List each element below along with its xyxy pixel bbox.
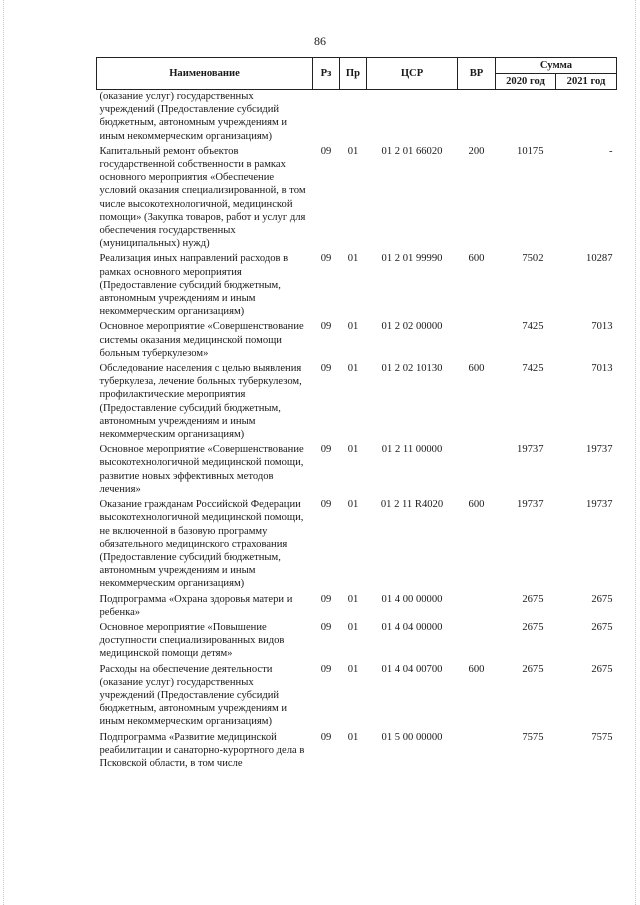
table-row [97, 320, 617, 362]
row-name: Основное мероприятие «Совершенствование системы оказания медицинской помощи больным туберкулезом» [99, 321, 304, 359]
row-name: (оказание услуг) государственных учреждений (Предоставление субсидий бюджетным, автономным учреждениям и иным некоммерческим организациям) [99, 91, 288, 142]
row-name: Подпрограмма «Развитие медицинской реабилитации и санаторно-курортного дела в Псковской области, в том числе [99, 731, 305, 769]
row-subsection: 01 [347, 145, 359, 157]
row-expense-type [458, 731, 496, 773]
row-target-article: 01 4 00 00000 [381, 593, 443, 605]
row-target-article: 01 2 11 00000 [381, 444, 443, 456]
row-expense-type [458, 593, 496, 621]
table-body [97, 90, 617, 773]
header-section: Рз [313, 58, 340, 90]
row-name: Реализация иных направлений расходов в рамках основного мероприятия (Предоставление субсидий бюджетным, автономным учреждениям и иным некоммерческим организациям) [99, 253, 289, 318]
row-subsection: 01 [347, 499, 359, 511]
row-amount-2020: 7502 [522, 253, 544, 265]
row-amount-2020 [496, 90, 556, 145]
row-name: Расходы на обеспечение деятельности (оказание услуг) государственных учреждений (Предоставление субсидий бюджетным, автономным учреждениям и иным некоммерческим организациям) [99, 663, 288, 728]
row-amount-2021 [556, 90, 617, 145]
header-year-2020: 2020 год [496, 74, 556, 90]
row-target-article: 01 5 00 00000 [381, 731, 443, 743]
budget-table [96, 57, 617, 772]
row-expense-type: 600 [468, 363, 485, 375]
row-subsection: 01 [347, 321, 359, 333]
row-amount-2021: 2675 [591, 621, 613, 633]
row-section: 09 [320, 253, 332, 265]
row-amount-2021: 7013 [591, 321, 613, 333]
row-section: 09 [320, 145, 332, 157]
row-expense-type: 600 [468, 663, 485, 675]
row-section: 09 [320, 621, 332, 633]
row-target-article: 01 2 02 10130 [381, 363, 443, 375]
row-target-article: 01 4 04 00000 [381, 621, 443, 633]
left-scan-edge [3, 0, 5, 905]
row-subsection [340, 90, 367, 145]
row-name: Основное мероприятие «Повышение доступности специализированных видов медицинской помощи детям» [99, 621, 285, 660]
row-amount-2021: - [608, 145, 613, 157]
row-amount-2021: 7013 [591, 363, 613, 375]
row-amount-2021: 19737 [586, 444, 613, 456]
header-subsection: Пр [340, 58, 367, 90]
table-row [97, 145, 617, 253]
row-amount-2020: 19737 [517, 444, 544, 456]
row-name: Подпрограмма «Охрана здоровья матери и ребенка» [99, 593, 293, 618]
header-target-article: ЦСР [367, 58, 458, 90]
header-amount: Сумма [496, 58, 617, 74]
row-expense-type: 600 [468, 253, 485, 265]
row-expense-type: 600 [468, 499, 485, 511]
row-target-article: 01 2 02 00000 [381, 321, 443, 333]
table-row [97, 593, 617, 621]
row-subsection: 01 [347, 731, 359, 743]
row-section: 09 [320, 363, 332, 375]
row-section: 09 [320, 444, 332, 456]
page-number: 86 [314, 34, 326, 48]
table-header [97, 58, 617, 90]
row-subsection: 01 [347, 593, 359, 605]
table-row [97, 443, 617, 498]
row-target-article: 01 2 01 99990 [381, 253, 443, 265]
row-target-article: 01 4 04 00700 [381, 663, 443, 675]
row-amount-2021: 2675 [591, 593, 613, 605]
row-subsection: 01 [347, 253, 359, 265]
row-section: 09 [320, 499, 332, 511]
row-section: 09 [320, 321, 332, 333]
row-section [313, 90, 340, 145]
row-amount-2020: 2675 [522, 593, 544, 605]
row-subsection: 01 [347, 363, 359, 375]
row-expense-type [458, 320, 496, 362]
table-row [97, 362, 617, 443]
row-amount-2021: 7575 [591, 731, 613, 743]
header-year-2021: 2021 год [556, 74, 617, 90]
row-subsection: 01 [347, 621, 359, 633]
table-row [97, 731, 617, 773]
row-amount-2020: 2675 [522, 621, 544, 633]
table-row [97, 663, 617, 731]
row-target-article: 01 2 01 66020 [381, 145, 443, 157]
row-section: 09 [320, 663, 332, 675]
header-name: Наименование [97, 58, 313, 90]
row-expense-type [458, 90, 496, 145]
row-amount-2020: 2675 [522, 663, 544, 675]
row-subsection: 01 [347, 663, 359, 675]
row-amount-2020: 7425 [522, 363, 544, 375]
row-target-article: 01 2 11 R4020 [380, 499, 444, 511]
row-amount-2021: 19737 [586, 499, 613, 511]
row-amount-2020: 10175 [517, 145, 544, 157]
row-subsection: 01 [347, 444, 359, 456]
row-section: 09 [320, 731, 332, 743]
header-expense-type: ВР [458, 58, 496, 90]
row-name: Капитальный ремонт объектов государственной собственности в рамках основного мероприятия «Обеспечение условий оказания специализированной, в том числе высокотехнологичной, медицинской помощи» (Закупка товаров, работ и услуг для обеспечения государственных (муниципальных) нужд) [99, 145, 306, 250]
row-expense-type: 200 [468, 145, 485, 157]
row-name: Основное мероприятие «Совершенствование высокотехнологичной медицинской помощи, развитие новых эффективных методов лечения» [99, 444, 304, 495]
row-amount-2020: 7575 [522, 731, 544, 743]
row-section: 09 [320, 593, 332, 605]
row-expense-type [458, 443, 496, 498]
row-name: Обследование населения с целью выявления туберкулеза, лечение больных туберкулезом, профилактические мероприятия (Предоставление субсидий бюджетным, автономным учреждениям и иным некоммерческим организациям) [99, 363, 302, 441]
right-scan-edge [635, 0, 637, 905]
row-amount-2020: 7425 [522, 321, 544, 333]
row-amount-2021: 2675 [591, 663, 613, 675]
table-row [97, 498, 617, 592]
row-expense-type [458, 621, 496, 663]
row-amount-2021: 10287 [586, 253, 613, 265]
table-row [97, 621, 617, 663]
row-name: Оказание гражданам Российской Федерации высокотехнологичной медицинской помощи, не включенной в базовую программу обязательного медицинского страхования (Предоставление субсидий бюджетным, автономным учреждениям и иным некоммерческим организациям) [99, 499, 304, 590]
row-target-article [367, 90, 458, 145]
table-row [97, 90, 617, 145]
table-row [97, 252, 617, 320]
row-amount-2020: 19737 [517, 499, 544, 511]
